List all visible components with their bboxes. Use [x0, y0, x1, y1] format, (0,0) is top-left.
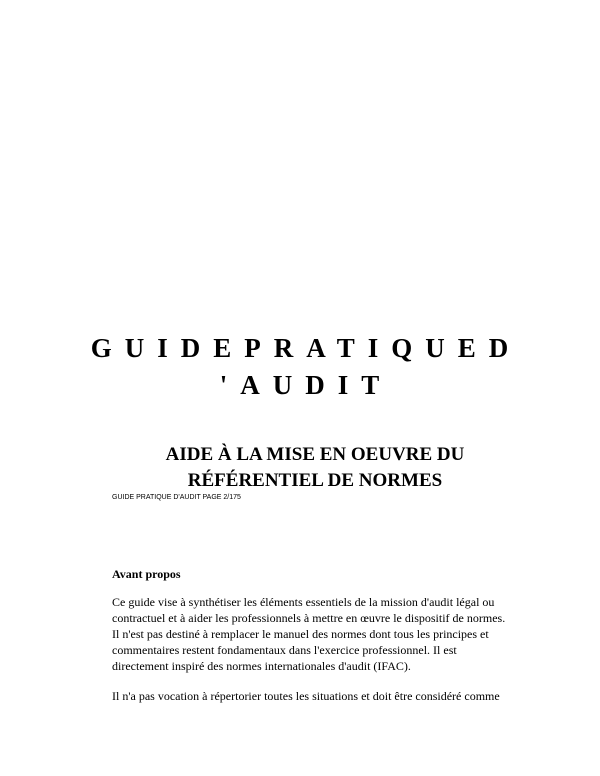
paragraph-line: commentaires restent fondamentaux dans l'exercice professionnel. Il est: [112, 643, 457, 657]
main-title-line-2: 'AUDIT: [219, 370, 393, 400]
subtitle-line-2: RÉFÉRENTIEL DE NORMES: [187, 470, 443, 491]
subtitle-line-1: AIDE À LA MISE EN OEUVRE DU: [165, 444, 465, 465]
paragraph-line: Il n'est pas destiné à remplacer le manuel des normes dont tous les principes et: [112, 627, 489, 641]
foreword-heading: Avant propos: [112, 567, 181, 581]
paragraph-line: contractuel et à aider les professionnels à mettre en œuvre le dispositif de normes.: [112, 611, 506, 625]
paragraph-line: directement inspiré des normes internationales d'audit (IFAC).: [112, 659, 411, 673]
paragraph-line: Il n'a pas vocation à répertorier toutes les situations et doit être considéré comme: [112, 689, 500, 703]
main-title-line-1: GUIDEPRATIQUED: [90, 333, 522, 363]
paragraph-line: Ce guide vise à synthétiser les éléments essentiels de la mission d'audit légal ou: [112, 595, 495, 609]
page-reference: GUIDE PRATIQUE D'AUDIT PAGE 2/175: [112, 494, 241, 501]
